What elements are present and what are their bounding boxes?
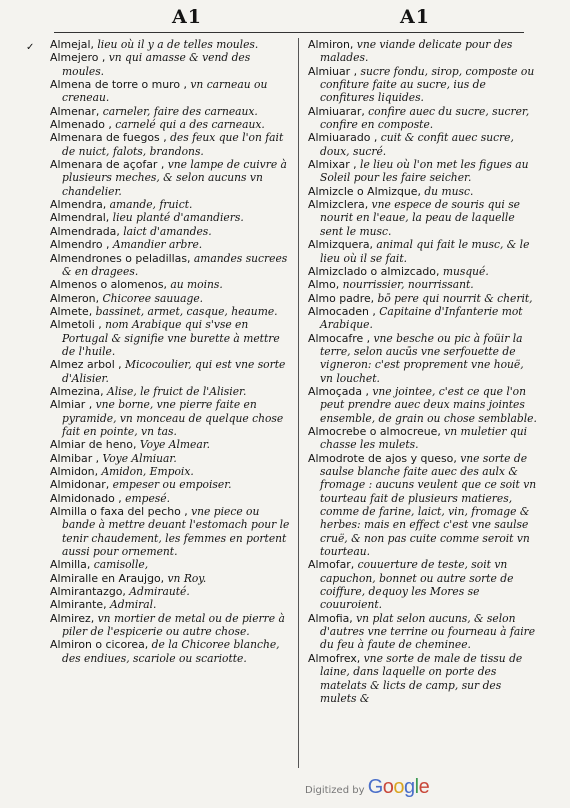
- entry-definition: laict d'amandes.: [119, 224, 212, 238]
- dictionary-entry: [50, 385, 290, 398]
- entry-definition: bassinet, armet, casque, heaume.: [92, 304, 278, 318]
- entry-headword: Almiron,: [308, 38, 354, 51]
- entry-headword: Almizquera,: [308, 238, 373, 252]
- dictionary-entry: [308, 131, 538, 158]
- dictionary-entry: [50, 572, 290, 585]
- dictionary-entry: [308, 265, 538, 278]
- entry-headword: Almiar ,: [50, 398, 93, 412]
- entry-definition: vn Roy.: [164, 571, 207, 585]
- dictionary-entry: [308, 238, 538, 265]
- running-head-right: A1: [400, 6, 430, 28]
- entry-headword: Almoçada ,: [308, 384, 369, 398]
- entry-definition: nom Arabique qui s'vse en Portugal & signifie vne burette à mettre de l'huile.: [62, 318, 280, 358]
- dictionary-entry: [308, 425, 538, 452]
- entry-headword: Almenar,: [50, 104, 100, 118]
- entry-definition: animal qui fait le musc, & le lieu où il se fait.: [320, 238, 530, 265]
- dictionary-entry: [50, 465, 290, 478]
- dictionary-entry: [50, 238, 290, 251]
- entry-definition: empesé.: [121, 491, 170, 505]
- entry-headword: Almiuar ,: [308, 64, 358, 78]
- dictionary-entry: [308, 332, 538, 385]
- entry-headword: Almendral,: [50, 211, 110, 225]
- entry-headword: Almete,: [50, 304, 93, 318]
- entry-definition: lieu planté d'amandiers.: [109, 211, 244, 225]
- dictionary-entry: [50, 398, 290, 438]
- dictionary-entry: [308, 305, 538, 332]
- entry-headword: Almocaden ,: [308, 304, 376, 318]
- entry-headword: Almenara de açofar ,: [50, 158, 165, 172]
- entry-headword: Almodrote de ajos y queso,: [308, 451, 457, 465]
- dictionary-entry: [50, 225, 290, 238]
- entry-headword: Almirantazgo,: [50, 585, 126, 599]
- entry-headword: Almiuarar,: [308, 104, 365, 118]
- entry-definition: empeser ou empoiser.: [109, 478, 232, 492]
- entry-headword: Almirante,: [50, 598, 107, 612]
- entry-definition: vne sorte de male de tissu de laine, dans laquelle on porte des matelats & licts de camp, sur des mulets &: [320, 651, 523, 705]
- entry-definition: Micocoulier, qui est vne sorte d'Alisier.: [62, 358, 286, 385]
- entry-definition: couuerture de teste, soit vn capuchon, bonnet ou autre sorte de coiffure, dequoy les Mores se couuroient.: [320, 558, 514, 612]
- entry-headword: Almizclado o almizcado,: [308, 264, 440, 278]
- entry-definition: Admiral.: [106, 598, 157, 612]
- dictionary-entry: [50, 638, 290, 665]
- dictionary-entry: [308, 292, 538, 305]
- dictionary-entry: [50, 452, 290, 465]
- entry-definition: vne espece de souris qui se nourit en l'eaue, la peau de laquelle sent le musc.: [320, 198, 521, 238]
- entry-definition: Chicoree sauuage.: [99, 291, 204, 305]
- dictionary-entry: [50, 158, 290, 198]
- dictionary-entry: [50, 438, 290, 451]
- entry-headword: Almixar ,: [308, 158, 357, 172]
- dictionary-entry: [50, 492, 290, 505]
- entry-headword: Almizclera,: [308, 198, 369, 212]
- entry-headword: Almofrex,: [308, 651, 361, 665]
- entry-headword: Almiron o cicorea,: [50, 638, 149, 652]
- entry-definition: carnelé qui a des carneaux.: [111, 118, 265, 132]
- entry-definition: Amidon, Empoix.: [98, 465, 194, 478]
- entry-headword: Almendrada,: [50, 224, 120, 238]
- entry-headword: Almidonar,: [50, 478, 110, 492]
- dictionary-entry: [50, 198, 290, 211]
- left-column: [50, 38, 290, 665]
- dictionary-entry: [50, 252, 290, 279]
- entry-definition: Voye Almiuar.: [99, 451, 177, 465]
- entry-definition: camisolle,: [90, 558, 149, 572]
- dictionary-entry: [308, 612, 538, 652]
- margin-mark: ✓: [26, 42, 35, 53]
- dictionary-entry: [308, 38, 538, 65]
- entry-definition: Admirauté.: [125, 585, 190, 599]
- dictionary-entry: [308, 185, 538, 198]
- entry-headword: Almidonado ,: [50, 491, 122, 505]
- entry-definition: amande, fruict.: [106, 198, 193, 212]
- entry-definition: du musc.: [420, 184, 474, 198]
- entry-definition: vne besche ou pic à foüir la terre, selon aucūs vne serfouette de vigneron: c'est proprement vne houë, vn louchet.: [320, 331, 524, 385]
- entry-definition: de la Chicoree blanche, des endiues, scariole ou scariotte.: [62, 638, 280, 665]
- entry-headword: Almendrones o peladillas,: [50, 251, 191, 265]
- dictionary-entry: [50, 585, 290, 598]
- entry-headword: Almejero ,: [50, 51, 106, 65]
- entry-headword: Almidon,: [50, 465, 99, 478]
- entry-definition: musqué.: [439, 264, 489, 278]
- entry-definition: Amandier arbre.: [109, 238, 203, 252]
- entry-headword: Almendra,: [50, 198, 107, 212]
- entry-definition: vne borne, vne pierre faite en pyramide, vn monceau de quelque chose fait en pointe, vn tas.: [62, 398, 284, 438]
- entry-headword: Almibar ,: [50, 451, 100, 465]
- entry-headword: Almofia,: [308, 611, 353, 625]
- header-rule: [54, 32, 524, 33]
- entry-definition: amandes sucrees & en dragees.: [62, 251, 288, 278]
- dictionary-entry: [308, 558, 538, 611]
- dictionary-entry: [50, 305, 290, 318]
- dictionary-entry: [308, 652, 538, 705]
- entry-headword: Almenos o alomenos,: [50, 278, 167, 292]
- entry-headword: Almenara de fuegos ,: [50, 131, 167, 145]
- dictionary-entry: [50, 51, 290, 78]
- dictionary-entry: [308, 65, 538, 105]
- entry-definition: vne piece ou bande à mettre deuant l'estomach pour le tenir chaudement, les femmes en portent aussi pour ornement.: [62, 505, 290, 559]
- dictionary-entry: [50, 118, 290, 131]
- entry-headword: Almejal,: [50, 38, 94, 51]
- dictionary-entry: [50, 211, 290, 224]
- entry-headword: Almendro ,: [50, 238, 110, 252]
- entry-definition: vne viande delicate pour des malades.: [320, 38, 513, 65]
- dictionary-entry: [50, 105, 290, 118]
- dictionary-entry: [308, 158, 538, 185]
- entry-definition: sucre fondu, sirop, composte ou confiture faite au sucre, ius de confitures liquides.: [320, 64, 535, 105]
- entry-definition: vn carneau ou creneau.: [62, 78, 268, 105]
- entry-headword: Almo,: [308, 278, 340, 292]
- entry-definition: cuit & confit auec sucre, doux, sucré.: [320, 131, 514, 158]
- dictionary-entry: [50, 318, 290, 358]
- dictionary-entry: [308, 105, 538, 132]
- dictionary-entry: [50, 38, 290, 51]
- entry-headword: Almocafre ,: [308, 331, 371, 345]
- dictionary-entry: [50, 131, 290, 158]
- entry-definition: Voye Almear.: [136, 438, 211, 452]
- entry-definition: nourrissier, nourrissant.: [339, 278, 474, 292]
- entry-headword: Almo padre,: [308, 291, 375, 305]
- entry-definition: le lieu où l'on met les figues au Soleil pour les faire seicher.: [320, 158, 529, 185]
- digitized-footer: [305, 776, 429, 799]
- entry-headword: Almirez,: [50, 611, 95, 625]
- dictionary-entry: [308, 278, 538, 291]
- dictionary-entry: [50, 78, 290, 105]
- column-rule: [298, 38, 299, 768]
- running-head-left: A1: [172, 6, 202, 28]
- dictionary-entry: [308, 452, 538, 559]
- entry-headword: Almofar,: [308, 558, 355, 572]
- dictionary-entry: [50, 598, 290, 611]
- entry-definition: lieu où il y a de telles moules.: [93, 38, 259, 51]
- entry-definition: Capitaine d'Infanterie mot Arabique.: [320, 304, 523, 332]
- google-logo: Google: [367, 776, 430, 798]
- entry-definition: vn mortier de metal ou de pierre à piler de l'espicerie ou autre chose.: [62, 611, 285, 639]
- entry-headword: Almiar de heno,: [50, 438, 137, 452]
- entry-headword: Almezina,: [50, 384, 104, 398]
- entry-headword: Almenado ,: [50, 118, 112, 132]
- dictionary-entry: [50, 278, 290, 291]
- entry-definition: vn muletier qui chasse les mulets.: [320, 424, 528, 452]
- dictionary-entry: [308, 385, 538, 425]
- entry-definition: vne lampe de cuivre à plusieurs meches, & selon aucuns vn chandelier.: [62, 158, 287, 198]
- entry-definition: carneler, faire des carneaux.: [99, 104, 258, 118]
- dictionary-entry: [50, 358, 290, 385]
- dictionary-entry: [50, 505, 290, 558]
- entry-definition: vn plat selon aucuns, & selon d'autres vne terrine ou fourneau à faire du feu à faute de cheminee.: [320, 611, 536, 652]
- digitized-label: Digitized by: [305, 785, 365, 796]
- dictionary-entry: [50, 612, 290, 639]
- entry-definition: bō pere qui nourrit & cherit,: [374, 291, 533, 305]
- entry-definition: au moins.: [166, 278, 223, 292]
- dictionary-entry: [50, 478, 290, 491]
- entry-headword: Almeron,: [50, 291, 100, 305]
- entry-headword: Almiuarado ,: [308, 131, 378, 145]
- entry-headword: Almetoli ,: [50, 318, 102, 332]
- entry-headword: Almez arbol ,: [50, 358, 122, 372]
- entry-headword: Almocrebe o almocreue,: [308, 424, 441, 438]
- entry-definition: Alise, le fruict de l'Alisier.: [103, 384, 247, 398]
- entry-definition: vne jointee, c'est ce que l'on peut prendre auec deux mains jointes ensemble, de grain ou chose semblable.: [320, 384, 537, 425]
- entry-headword: Almiralle en Araujgo,: [50, 571, 165, 585]
- entry-definition: confire auec du sucre, sucrer, confire en composte.: [320, 104, 530, 132]
- dictionary-entry: [50, 292, 290, 305]
- entry-headword: Almilla o faxa del pecho ,: [50, 505, 188, 519]
- entry-headword: Almilla,: [50, 558, 91, 572]
- entry-definition: des feux que l'on fait de nuict, falots, brandons.: [62, 131, 284, 158]
- entry-definition: vne sorte de saulse blanche faite auec des aulx & fromage : aucuns veulent que ce soit vn tourteau fait de plusieurs matieres, comme de farine, laict, vin, fromage & herbes: mais en effect c'est vne saulse cruë, & non pas cuite comme seroit vn tourteau.: [320, 451, 537, 559]
- entry-headword: Almena de torre o muro ,: [50, 78, 187, 92]
- entry-headword: Almizcle o Almizque,: [308, 184, 421, 198]
- right-column: [308, 38, 538, 705]
- entry-definition: vn qui amasse & vend des moules.: [62, 51, 251, 78]
- dictionary-entry: [308, 198, 538, 238]
- dictionary-entry: [50, 558, 290, 571]
